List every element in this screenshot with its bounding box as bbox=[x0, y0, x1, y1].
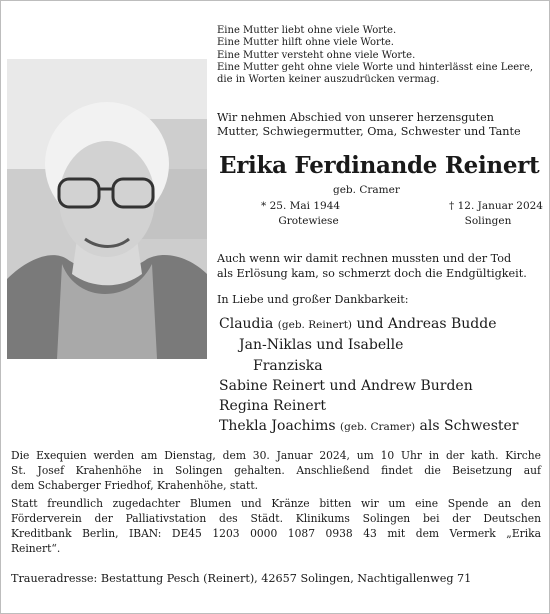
poem-line: Eine Mutter hilft ohne viele Worte. bbox=[217, 37, 394, 49]
body-line: dem Schaberger Friedhof, Krahenhöhe, statt. bbox=[11, 479, 259, 492]
body-line: St. Josef Krahenhöhe in Solingen gehalten. Anschließend findet die Beisetzung auf bbox=[11, 464, 541, 477]
mourner-name: Thekla Joachims bbox=[219, 418, 336, 435]
death-place: Solingen bbox=[464, 215, 512, 227]
intro-line: Mutter, Schwiegermutter, Oma, Schwester und Tante bbox=[217, 125, 521, 138]
mourner-line: Sabine Reinert und Andrew Burden bbox=[219, 377, 473, 394]
mourner-line: Franziska bbox=[253, 357, 323, 374]
gratitude-line: In Liebe und großer Dankbarkeit: bbox=[217, 293, 409, 306]
mourner-name: Claudia bbox=[219, 316, 274, 332]
mourner-line bbox=[219, 416, 549, 437]
poem-line: Eine Mutter liebt ohne viele Worte. bbox=[217, 25, 397, 36]
birth-place: Grotewiese bbox=[278, 215, 339, 227]
birth-date: * 25. Mai 1944 bbox=[261, 200, 341, 212]
body-line: Die Exequien werden am Dienstag, dem 30. Januar 2024, um 10 Uhr in der kath. Kirche bbox=[11, 449, 541, 462]
mourner-maiden-name: (geb. Reinert) bbox=[277, 319, 353, 331]
body-line: Statt freundlich zugedachter Blumen und Kränze bitten wir um eine Spende an den bbox=[11, 497, 541, 510]
poem bbox=[217, 25, 547, 86]
intro-line: Wir nehmen Abschied von unserer herzensguten bbox=[217, 111, 494, 124]
body-line: Kreditbank Berlin, IBAN: DE45 1203 0000 1087 0938 43 mit dem Vermerk „Erika bbox=[11, 527, 541, 540]
mourners-list bbox=[219, 314, 549, 438]
portrait-photo bbox=[7, 59, 207, 359]
mourner-line: Regina Reinert bbox=[219, 398, 327, 415]
body-line: Förderverein der Palliativstation des Städt. Klinikums Solingen bei der Deutschen bbox=[11, 512, 541, 525]
death-date: † 12. Januar 2024 bbox=[449, 200, 543, 212]
sentence-line: Auch wenn wir damit rechnen mussten und der Tod bbox=[217, 252, 512, 265]
mourner-name: und Andreas Budde bbox=[356, 316, 497, 332]
portrait-image bbox=[7, 59, 207, 359]
mourner-maiden-name: (geb. Cramer) bbox=[340, 421, 416, 434]
body-line: Reinert“. bbox=[11, 542, 61, 555]
condolence-sentence bbox=[217, 252, 547, 281]
mourner-line bbox=[219, 314, 549, 335]
service-details bbox=[11, 448, 541, 556]
poem-line: Eine Mutter versteht ohne viele Worte. bbox=[217, 49, 416, 61]
poem-line: Eine Mutter geht ohne viele Worte und hinterlässt eine Leere, bbox=[217, 61, 534, 73]
farewell-intro bbox=[217, 111, 547, 139]
life-dates bbox=[261, 199, 543, 229]
poem-line: die in Worten keiner auszudrücken vermag. bbox=[217, 74, 440, 86]
mourner-line: Jan-Niklas und Isabelle bbox=[239, 337, 404, 354]
sentence-line: als Erlösung kam, so schmerzt doch die Endgültigkeit. bbox=[217, 266, 527, 280]
deceased-name: Erika Ferdinande Reinert bbox=[219, 152, 540, 179]
mourner-name: als Schwester bbox=[419, 418, 519, 435]
mourning-address: Traueradresse: Bestattung Pesch (Reinert), 42657 Solingen, Nachtigallenweg 71 bbox=[11, 572, 472, 585]
birth-name: geb. Cramer bbox=[333, 184, 400, 196]
